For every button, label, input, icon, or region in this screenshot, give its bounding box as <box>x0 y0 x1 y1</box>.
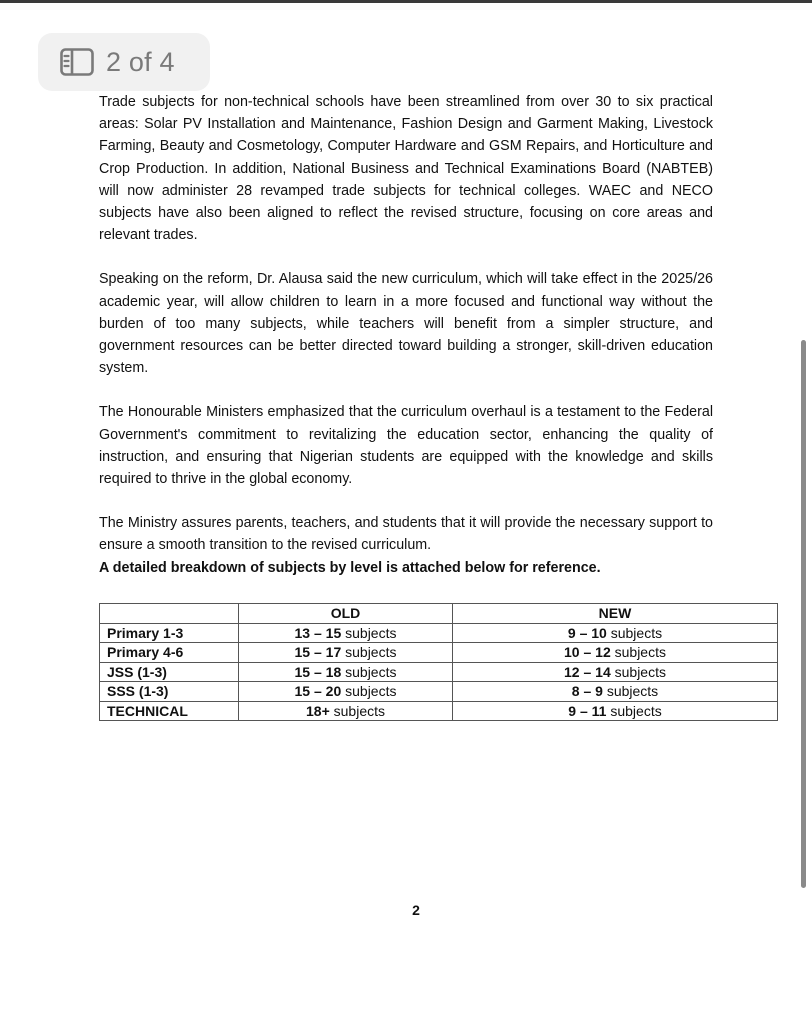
window-top-edge <box>0 0 812 3</box>
level-cell: Primary 4-6 <box>100 643 239 663</box>
table-row <box>100 701 778 721</box>
document-body <box>99 91 713 579</box>
level-cell: SSS (1-3) <box>100 682 239 702</box>
page-indicator[interactable] <box>38 33 210 91</box>
paragraph-ministry-assurance: The Ministry assures parents, teachers, and students that it will provide the necessary support to ensure a smooth transition to the revised curriculum. <box>99 515 713 554</box>
table-row <box>100 662 778 682</box>
paragraph-ministers-emphasis: The Honourable Ministers emphasized that the curriculum overhaul is a testament to the Federal Government's commitment to revitalizing the education sector, enhancing the quality of instruction, and ensuring that Nigerian students are equipped with the knowledge and skills required to thrive in the global economy. <box>99 404 713 488</box>
new-count-cell: 12 – 14 subjects <box>453 662 778 682</box>
old-count-cell: 15 – 17 subjects <box>239 643 453 663</box>
table-header-level <box>100 604 239 624</box>
old-count-cell: 15 – 20 subjects <box>239 682 453 702</box>
new-count-cell: 9 – 11 subjects <box>453 701 778 721</box>
sidebar-panel-icon[interactable] <box>60 48 94 76</box>
paragraph-reform-statement: Speaking on the reform, Dr. Alausa said the new curriculum, which will take effect in the 2025/26 academic year, will allow children to learn in a more focused and functional way without the burden of too many subjects, while teachers will benefit from a simpler structure, and government resources can be better directed toward building a stronger, skill-driven education system. <box>99 271 713 377</box>
old-count-cell: 18+ subjects <box>239 701 453 721</box>
old-count-cell: 13 – 15 subjects <box>239 623 453 643</box>
new-count-cell: 10 – 12 subjects <box>453 643 778 663</box>
level-cell: Primary 1-3 <box>100 623 239 643</box>
table-row <box>100 682 778 702</box>
subjects-by-level-table <box>99 603 778 721</box>
table-header-row <box>100 604 778 624</box>
page-indicator-label: 2 of 4 <box>106 46 175 77</box>
table-row <box>100 643 778 663</box>
level-cell: TECHNICAL <box>100 701 239 721</box>
paragraph-trade-subjects: Trade subjects for non-technical schools have been streamlined from over 30 to six practical areas: Solar PV Installation and Maintenance, Fashion Design and Garment Making, Livestock Farming, Beauty and Cosmetology, Computer Hardware and GSM Repairs, and Horticulture and Crop Production. In addition, National Business and Technical Examinations Board (NABTEB) will now administer 28 revamped trade subjects for technical colleges. WAEC and NECO subjects have also been aligned to reflect the revised structure, focusing on core areas and relevant trades. <box>99 94 713 244</box>
breakdown-note: A detailed breakdown of subjects by level is attached below for reference. <box>99 559 601 576</box>
table-header-old: OLD <box>239 604 453 624</box>
level-cell: JSS (1-3) <box>100 662 239 682</box>
page-number: 2 <box>412 902 420 918</box>
table-row <box>100 623 778 643</box>
new-count-cell: 9 – 10 subjects <box>453 623 778 643</box>
vertical-scrollbar[interactable] <box>801 340 806 888</box>
old-count-cell: 15 – 18 subjects <box>239 662 453 682</box>
new-count-cell: 8 – 9 subjects <box>453 682 778 702</box>
table-header-new: NEW <box>453 604 778 624</box>
